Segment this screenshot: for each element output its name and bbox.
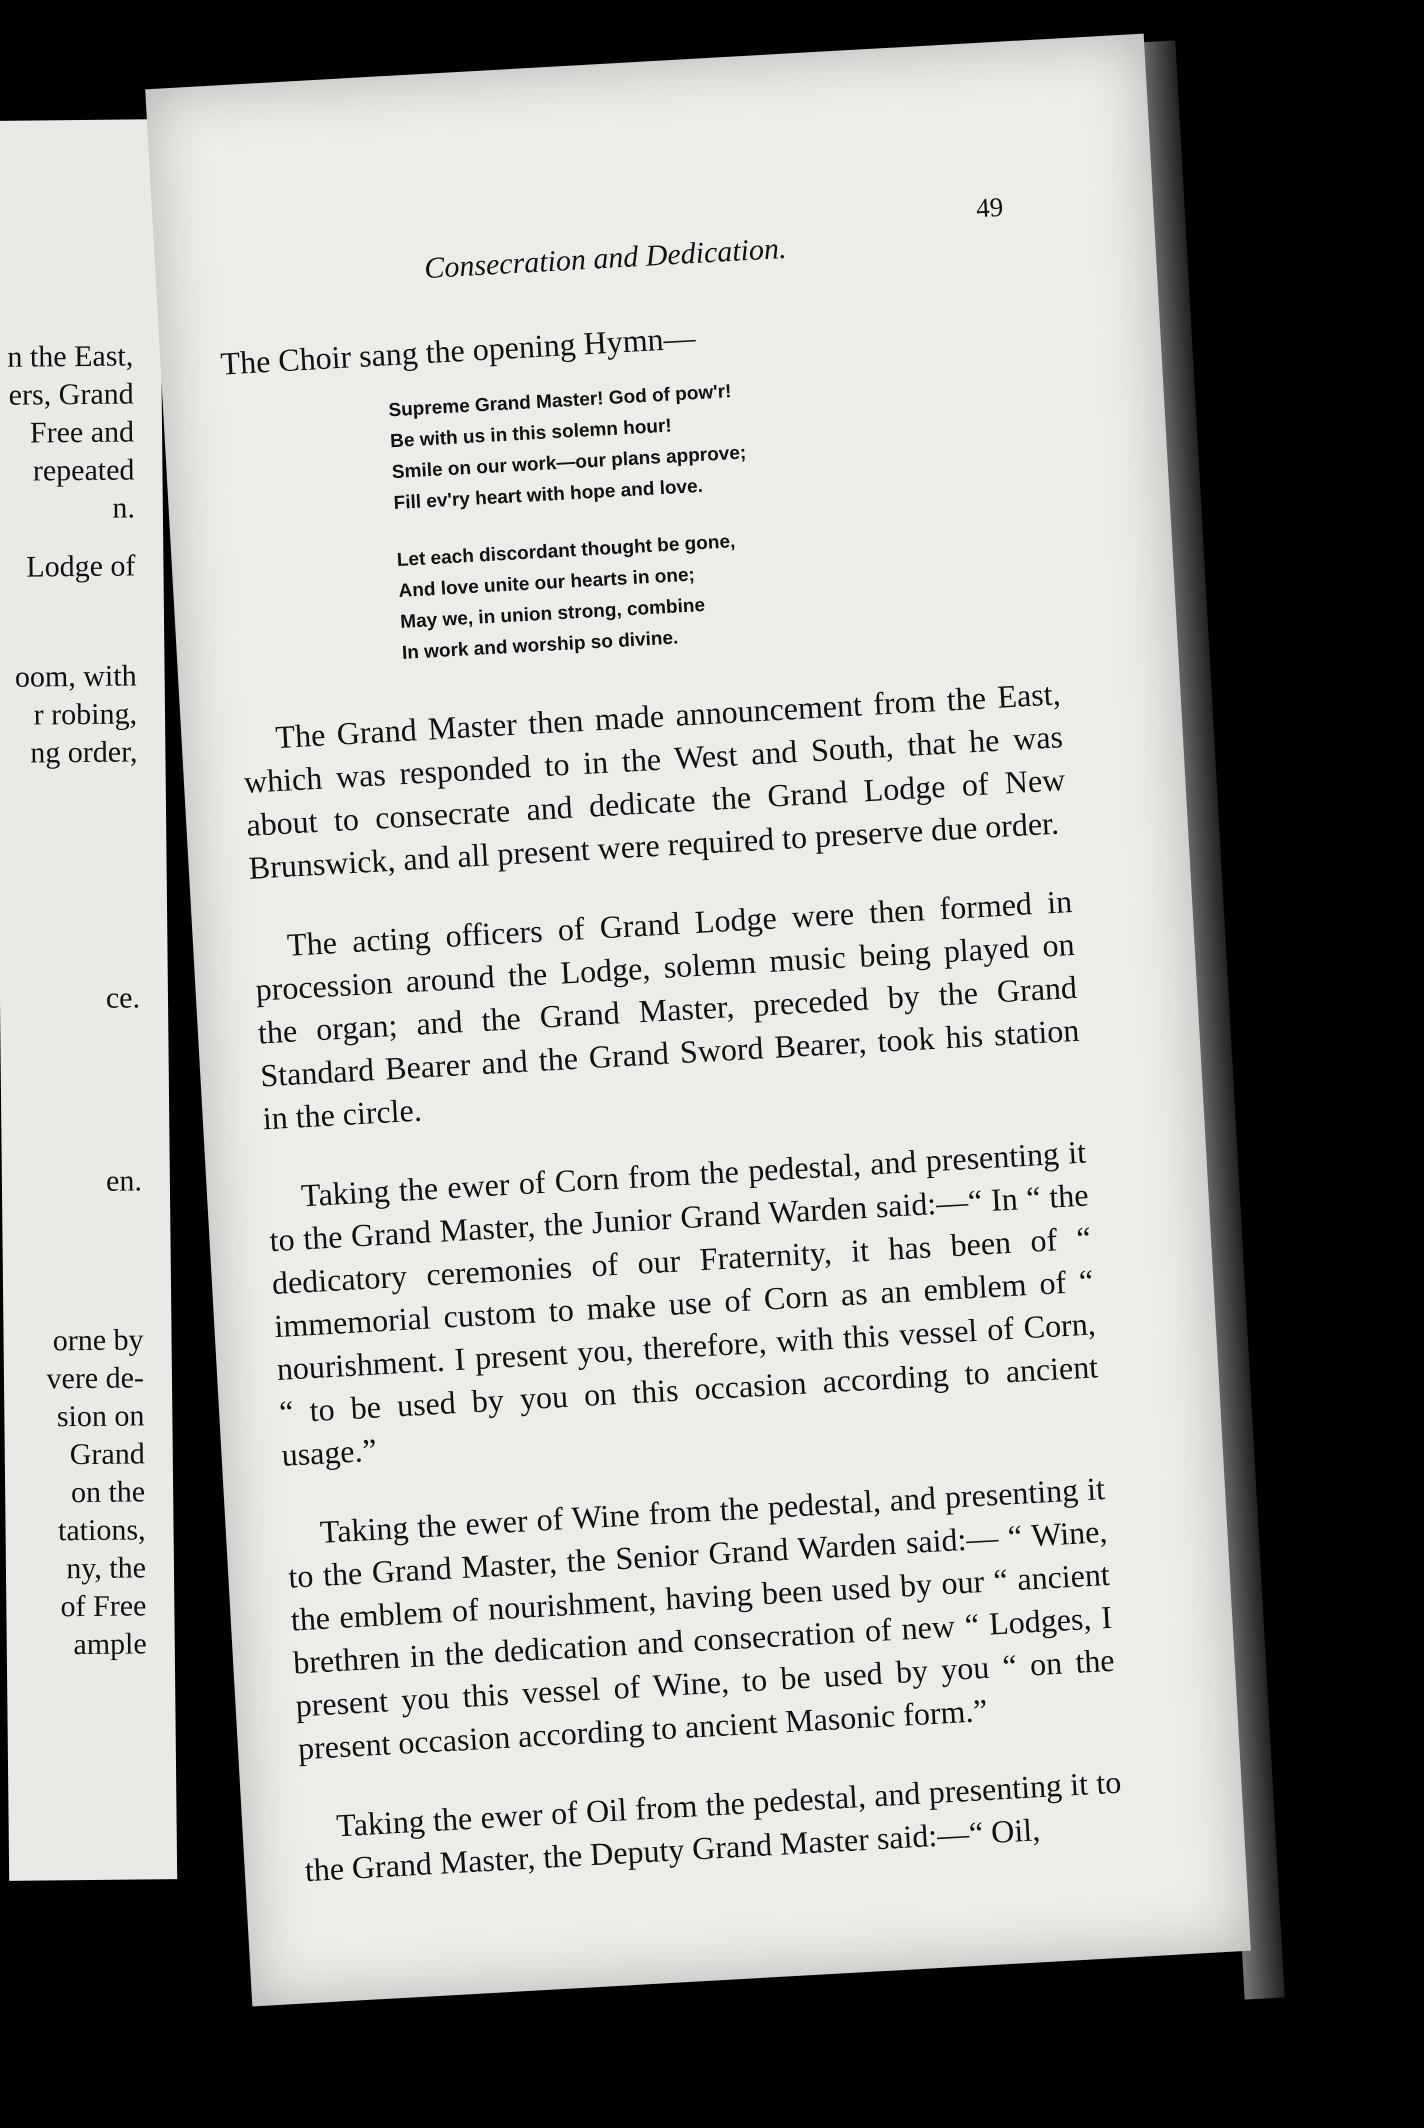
hymn-line: In work and worship so divine. bbox=[401, 627, 679, 664]
hymn bbox=[388, 359, 1057, 669]
page-number: 49 bbox=[975, 191, 1004, 224]
left-text-line: tations, bbox=[57, 1513, 146, 1548]
hymn-intro: The Choir sang the opening Hymn— bbox=[219, 319, 697, 382]
left-text-line: r robing, bbox=[33, 697, 138, 732]
left-text-line: on the bbox=[70, 1475, 146, 1510]
left-text-line: orne by bbox=[52, 1323, 144, 1358]
left-text-line: of Free bbox=[60, 1589, 147, 1624]
left-text-line: en. bbox=[105, 1164, 143, 1198]
left-text-line: ers, Grand bbox=[8, 377, 134, 412]
main-page bbox=[145, 34, 1251, 2007]
hymn-line: And love unite our hearts in one; bbox=[398, 564, 696, 603]
left-text-line: repeated bbox=[32, 453, 135, 488]
left-text-line: oom, with bbox=[14, 659, 137, 694]
hymn-line: Smile on our work—our plans approve; bbox=[391, 442, 747, 484]
left-page-fragment bbox=[0, 119, 177, 1881]
hymn-stanza bbox=[396, 509, 1057, 669]
paragraph: The acting officers of Grand Lodge were then formed in procession around the Lodge, solemn music being played on the organ; and the Grand Master, preceded by the Grand Standard Bearer and the Grand Sword Bearer, took his station in the circle. bbox=[254, 882, 1081, 1137]
paragraph: The Grand Master then made announcement from the East, which was responded to in the West and South, that he was about to consecrate and dedicate the Grand Lodge of New Brunswick, and all present were required to preserve due order. bbox=[243, 675, 1067, 886]
left-text-line: ng order, bbox=[30, 735, 138, 770]
hymn-line: May we, in union strong, combine bbox=[399, 594, 706, 633]
hymn-line: Be with us in this solemn hour! bbox=[389, 415, 673, 453]
paragraph: Taking the ewer of Wine from the pedestal, and presenting it to the Grand Master, the Senior Grand Warden said:— “ Wine, the emblem of nourishment, having been used by our “ ancient brethren in the dedication and consecration of new “ Lodges, I present you this vessel of Wine, to be used by you “ on the present occasion according to ancient Masonic form.” bbox=[287, 1470, 1116, 1767]
left-text-line: Grand bbox=[69, 1437, 145, 1472]
left-text-line: vere de- bbox=[46, 1361, 145, 1396]
left-text-line: ce. bbox=[105, 981, 141, 1015]
left-text-line: Free and bbox=[29, 415, 135, 450]
left-text-line: n. bbox=[112, 491, 136, 525]
left-text-line: sion on bbox=[56, 1399, 145, 1434]
left-text-line: ample bbox=[73, 1627, 147, 1662]
page-body bbox=[220, 300, 1125, 1892]
paragraph: Taking the ewer of Corn from the pedestal, and presenting it to the Grand Master, the Junior Grand Warden said:—“ In “ the dedicatory ceremonies of our Fraternity, it has been of “ immemorial custom to make use of Corn as an emblem of “ nourishment. I present you, therefore, with this vessel of Corn, “ to be used by you on this occasion according to ancient usage.” bbox=[268, 1133, 1099, 1473]
left-text-line: ny, the bbox=[66, 1551, 147, 1586]
hymn-line: Fill ev'ry heart with hope and love. bbox=[393, 475, 704, 515]
running-head: Consecration and Dedication. bbox=[423, 231, 788, 286]
left-text-line: Lodge of bbox=[26, 549, 136, 584]
left-text-line: n the East, bbox=[7, 339, 134, 374]
hymn-stanza bbox=[388, 359, 1049, 519]
hymn-line: Supreme Grand Master! God of pow'r! bbox=[387, 381, 732, 422]
hymn-line: Let each discordant thought be gone, bbox=[396, 531, 736, 572]
paragraph: Taking the ewer of Oil from the pedestal, and presenting it to the Grand Master, the Deputy Grand Master said:—“ Oil, bbox=[303, 1763, 1123, 1889]
